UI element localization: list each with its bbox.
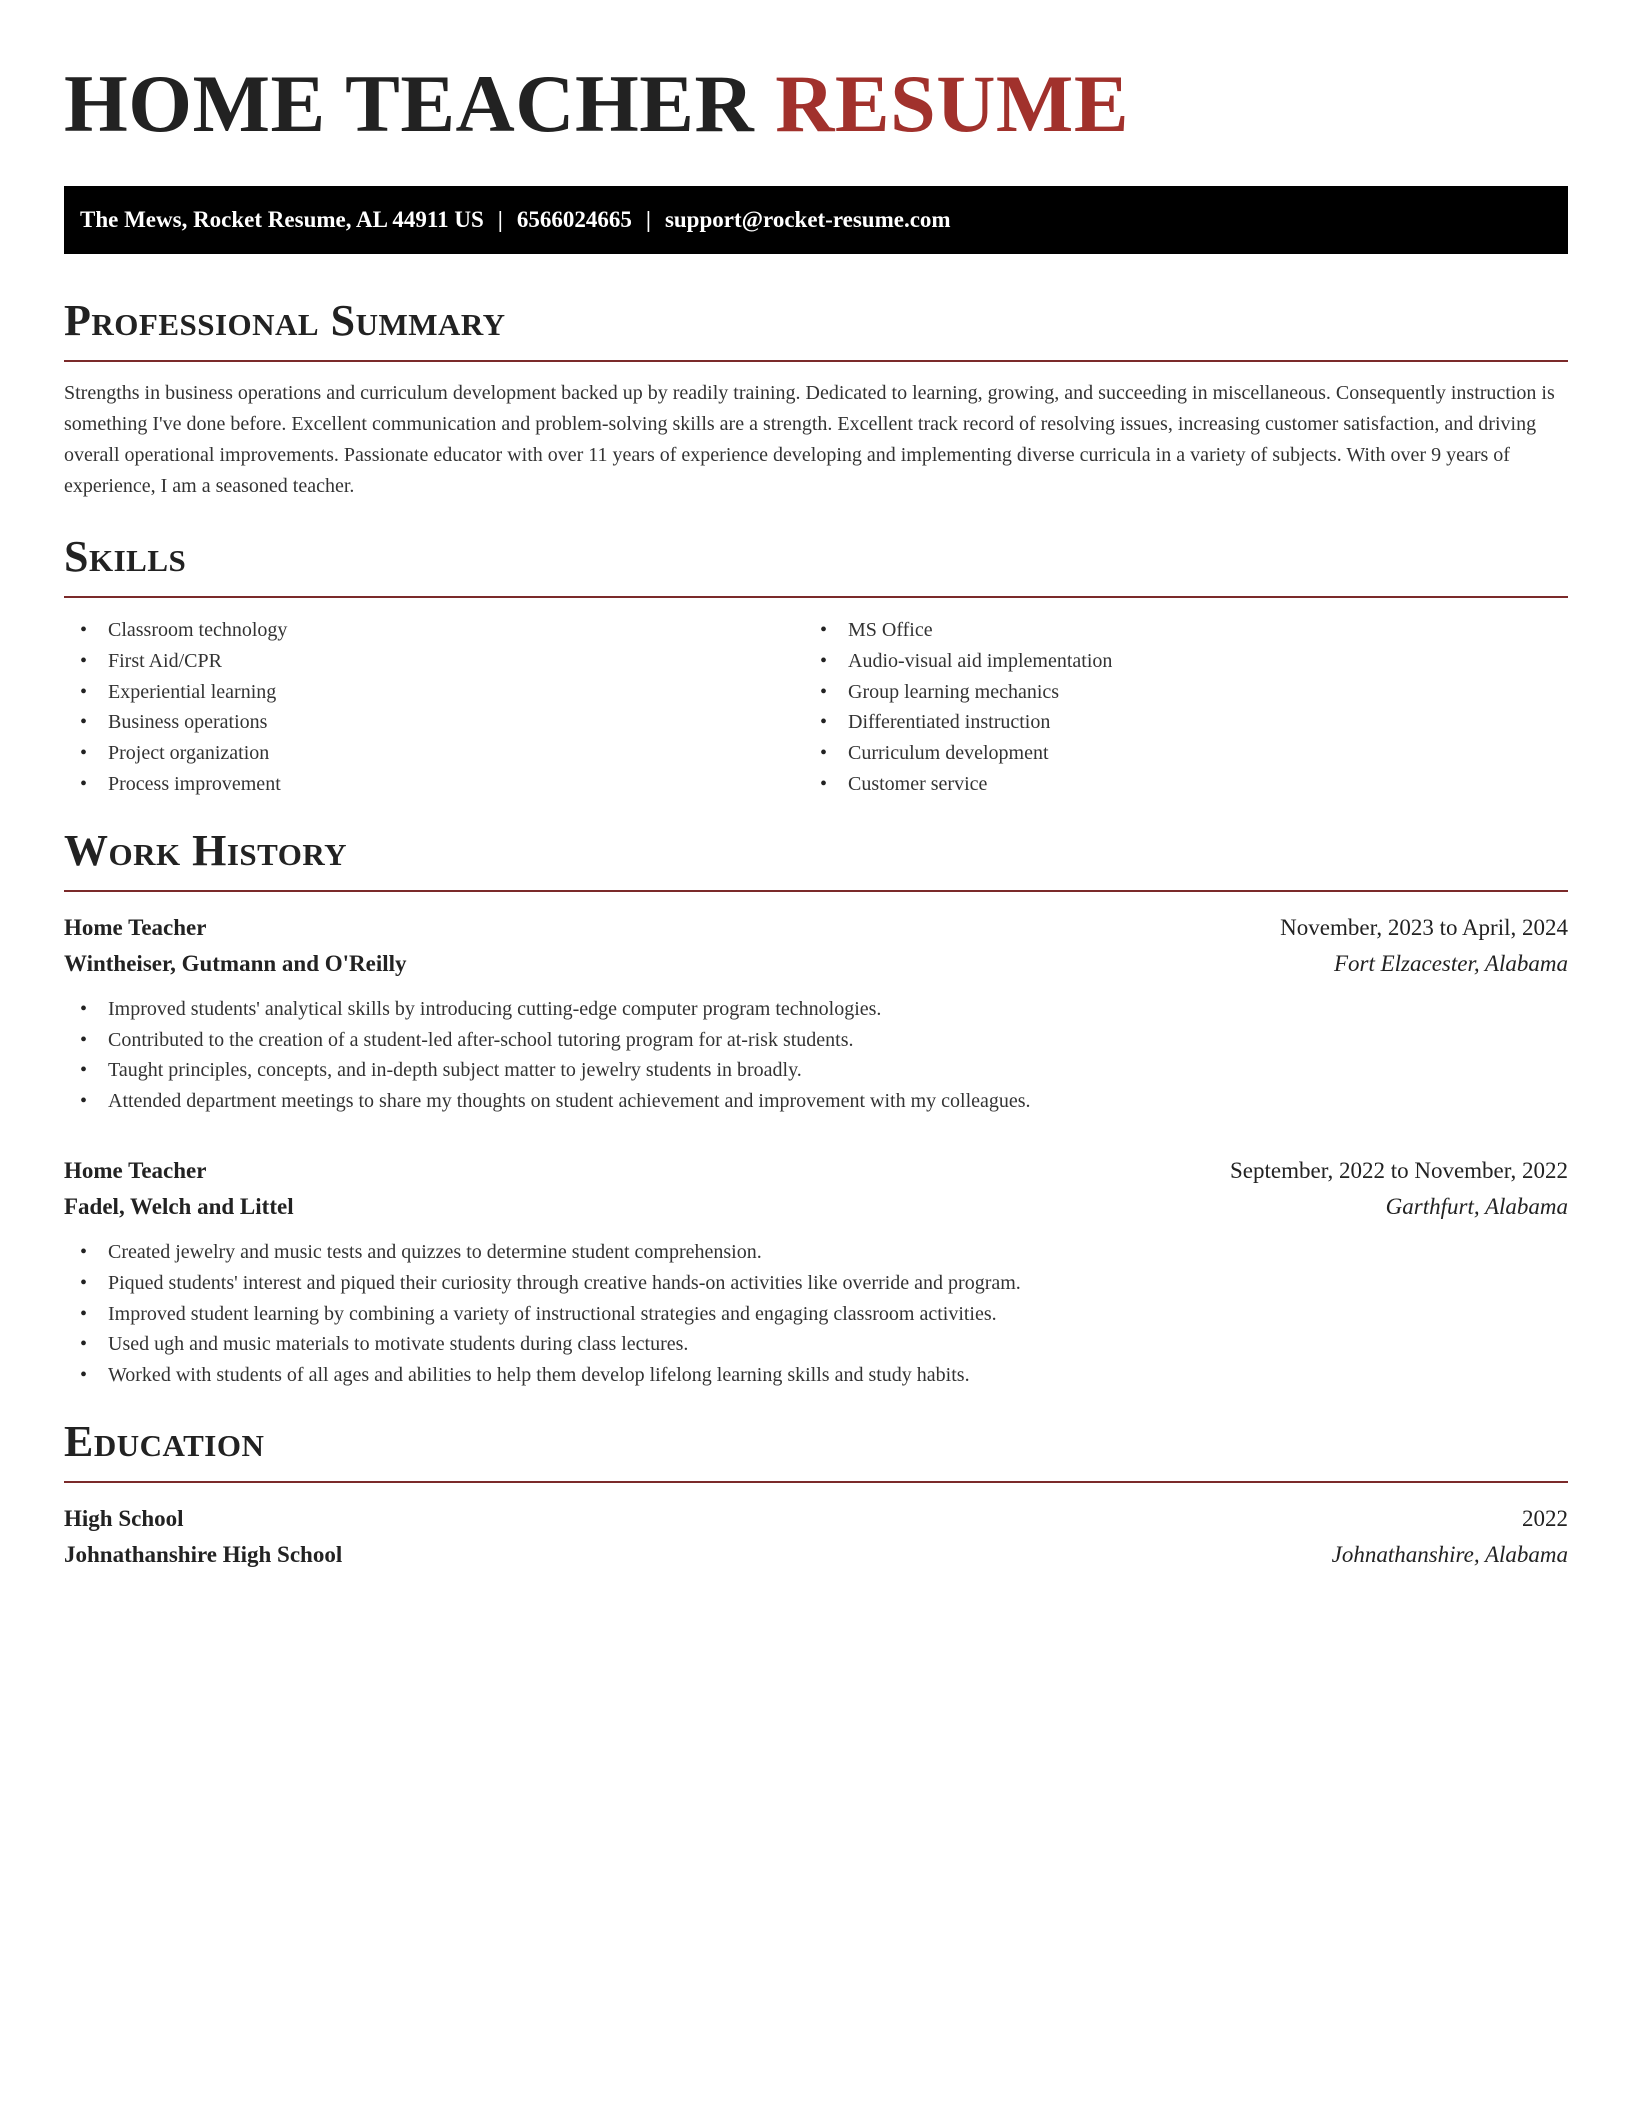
job-bullet: • Worked with students of all ages and abilities to help them develop lifelong learning skills and study habits. xyxy=(64,1360,1568,1391)
contact-bar xyxy=(64,186,1568,254)
section-divider xyxy=(64,890,1568,892)
education-school: Johnathanshire High School xyxy=(64,1541,343,1567)
job-bullet: • Contributed to the creation of a student-led after-school tutoring program for at-risk students. xyxy=(64,1025,1568,1056)
skills-column-right xyxy=(804,615,1544,800)
job-bullet: • Attended department meetings to share my thoughts on student achievement and improvement with my colleagues. xyxy=(64,1086,1568,1117)
skills-heading: Skills xyxy=(64,532,187,581)
section-divider xyxy=(64,1481,1568,1483)
summary-text: Strengths in business operations and curriculum development backed up by readily training. Dedicated to learning, growing, and succeeding in miscellaneous. Consequently instruction is something I've done before. Excellent communication and problem-solving skills are a strength. Excellent track record of resolving issues, increasing customer satisfaction, and driving overall operational improvements. Passionate educator with over 11 years of experience developing and implementing diverse curricula in a variety of subjects. With over 9 years of experience, I am a seasoned teacher. xyxy=(64,382,1555,497)
skills-column-left xyxy=(64,615,804,800)
job-bullets xyxy=(64,994,1568,1117)
skill-item: • Curriculum development xyxy=(804,738,1544,769)
education-section xyxy=(64,1417,1568,1573)
skill-item: • Process improvement xyxy=(64,769,804,800)
education-heading: Education xyxy=(64,1416,265,1466)
job-location: Garthfurt, Alabama xyxy=(1385,1193,1568,1219)
skills-grid xyxy=(64,615,1568,800)
contact-separator: | xyxy=(645,207,651,232)
title-main: HOME TEACHER xyxy=(64,58,755,149)
skill-item: • Group learning mechanics xyxy=(804,677,1544,708)
job-dates: September, 2022 to November, 2022 xyxy=(1230,1157,1568,1183)
contact-email: support@rocket-resume.com xyxy=(664,207,951,232)
job-entry xyxy=(64,1153,1568,1391)
education-location: Johnathanshire, Alabama xyxy=(1331,1541,1568,1567)
title-accent: RESUME xyxy=(775,58,1130,149)
contact-phone: 6566024665 xyxy=(516,207,632,232)
job-role: Home Teacher xyxy=(64,914,207,940)
job-dates: November, 2023 to April, 2024 xyxy=(1280,914,1568,940)
contact-address: The Mews, Rocket Resume, AL 44911 US xyxy=(80,207,484,232)
section-divider xyxy=(64,596,1568,598)
skill-item: • Project organization xyxy=(64,738,804,769)
job-bullet: • Improved student learning by combining a variety of instructional strategies and engaging classroom activities. xyxy=(64,1299,1568,1330)
work-heading: Work History xyxy=(64,825,348,875)
job-bullets xyxy=(64,1237,1568,1391)
summary-section xyxy=(64,296,1568,502)
job-location: Fort Elzacester, Alabama xyxy=(1333,950,1568,976)
job-bullet: • Improved students' analytical skills by introducing cutting-edge computer program technologies. xyxy=(64,994,1568,1025)
skill-item: • Classroom technology xyxy=(64,615,804,646)
work-section xyxy=(64,826,1568,1391)
resume-title xyxy=(64,56,1568,152)
education-year: 2022 xyxy=(1522,1505,1568,1531)
job-bullet: • Taught principles, concepts, and in-depth subject matter to jewelry students in broadly. xyxy=(64,1055,1568,1086)
job-role: Home Teacher xyxy=(64,1157,207,1183)
skill-item: • First Aid/CPR xyxy=(64,646,804,677)
summary-heading: Professional Summary xyxy=(64,296,506,345)
contact-separator: | xyxy=(497,207,503,232)
job-entry xyxy=(64,910,1568,1117)
job-bullet: • Piqued students' interest and piqued their curiosity through creative hands-on activities like override and program. xyxy=(64,1268,1568,1299)
job-company: Fadel, Welch and Littel xyxy=(64,1193,294,1219)
skill-item: • Business operations xyxy=(64,707,804,738)
skill-item: • Customer service xyxy=(804,769,1544,800)
job-company: Wintheiser, Gutmann and O'Reilly xyxy=(64,950,407,976)
skill-item: • Differentiated instruction xyxy=(804,707,1544,738)
skill-item: • MS Office xyxy=(804,615,1544,646)
skills-section xyxy=(64,532,1568,800)
job-bullet: • Used ugh and music materials to motivate students during class lectures. xyxy=(64,1329,1568,1360)
job-bullet: • Created jewelry and music tests and quizzes to determine student comprehension. xyxy=(64,1237,1568,1268)
skill-item: • Audio-visual aid implementation xyxy=(804,646,1544,677)
section-divider xyxy=(64,360,1568,362)
education-degree: High School xyxy=(64,1505,184,1531)
education-entry xyxy=(64,1501,1568,1573)
skill-item: • Experiential learning xyxy=(64,677,804,708)
